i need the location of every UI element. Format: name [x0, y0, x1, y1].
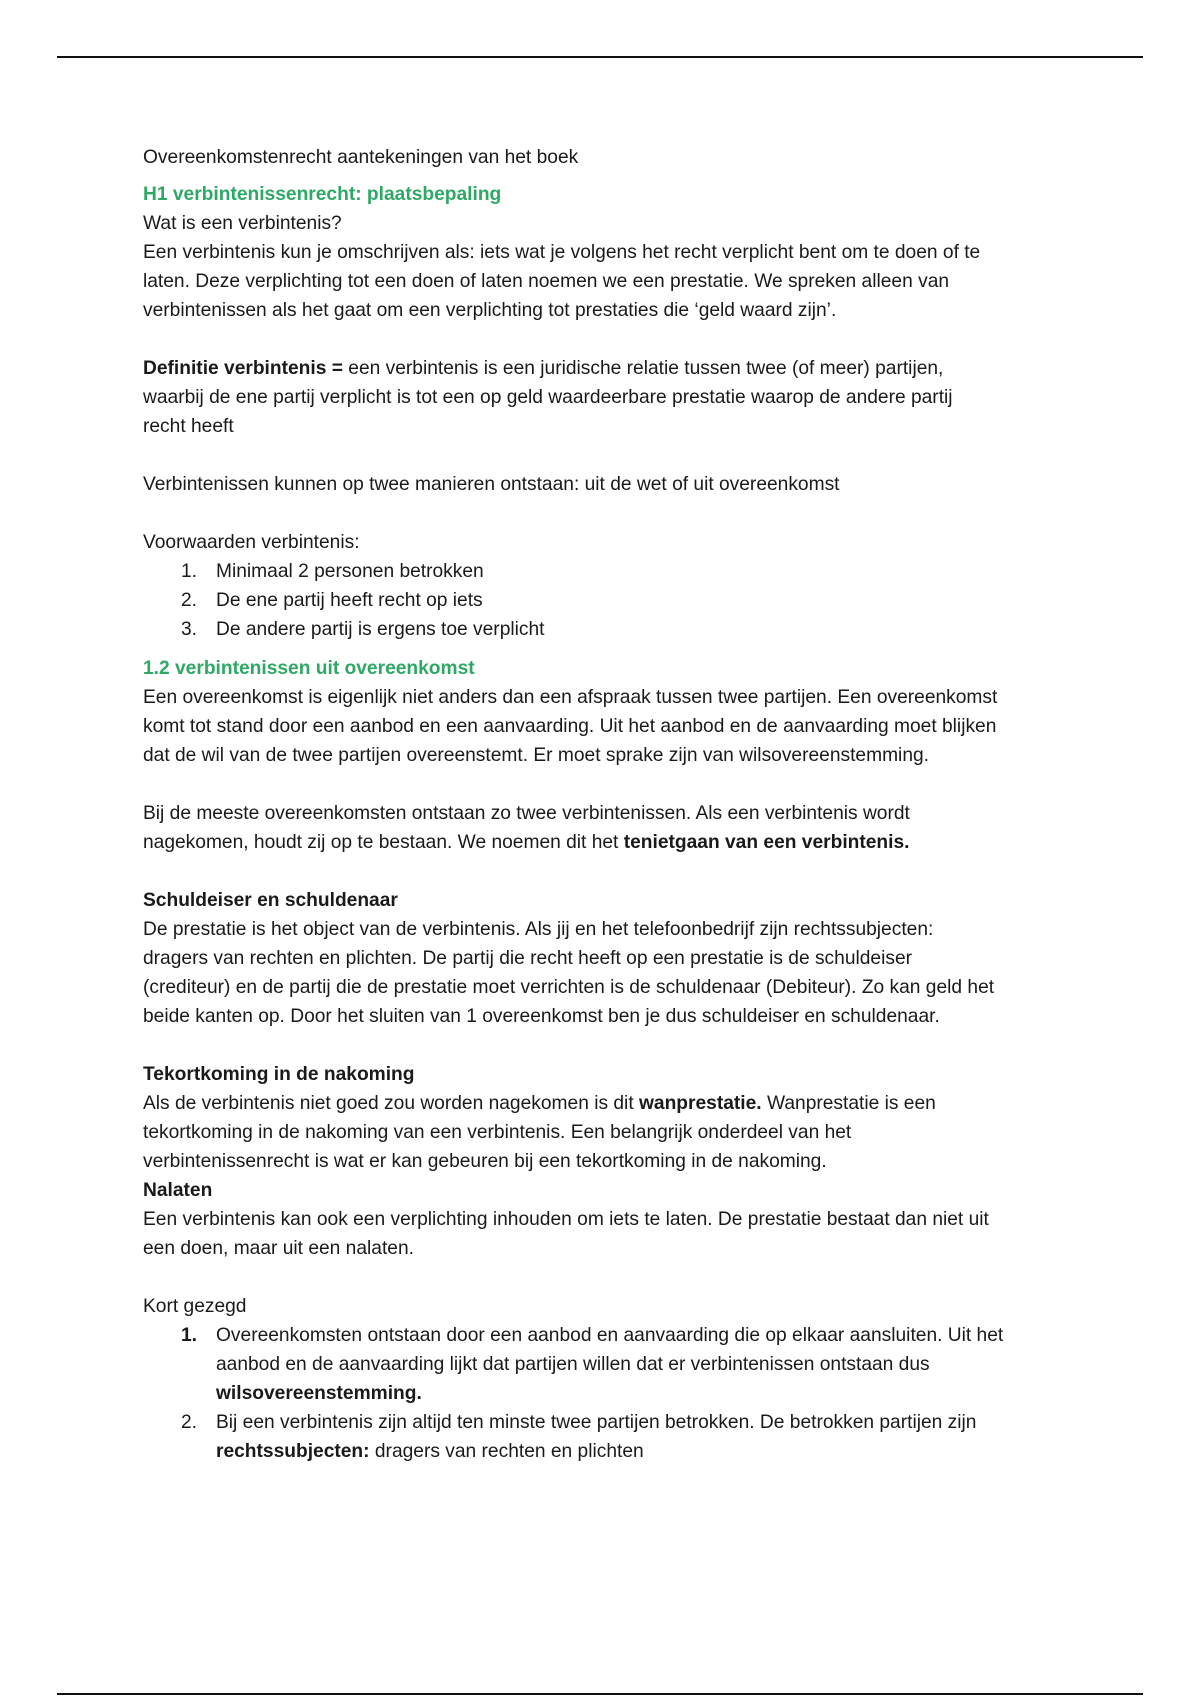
inline-bold-term: wanprestatie.: [638, 1093, 762, 1114]
definition-line: recht heeft: [143, 416, 234, 437]
paragraph-line: [143, 1089, 1063, 1118]
subheading-nalaten: Nalaten: [143, 1180, 213, 1201]
document-title: Overeenkomstenrecht aantekeningen van het boek: [143, 147, 579, 168]
document-body: [143, 143, 1063, 1466]
paragraph-line: (crediteur) en de partij die de prestatie moet verrichten is de schuldenaar (Debiteur). Zo kan geld het: [143, 977, 995, 998]
list-number: 3.: [181, 619, 198, 640]
paragraph-line: laten. Deze verplichting tot een doen of laten noemen we een prestatie. We spreken alleen van: [143, 271, 950, 292]
list-item: [143, 557, 1063, 586]
definition-line: [143, 354, 1063, 383]
list-text: [216, 1437, 1063, 1466]
paragraph-line: een doen, maar uit een nalaten.: [143, 1238, 414, 1259]
subheading-tekortkoming: Tekortkoming in de nakoming: [143, 1064, 415, 1085]
inline-text: nagekomen, houdt zij op te bestaan. We noemen dit het: [143, 832, 624, 853]
list-bold-term: wilsovereenstemming.: [216, 1383, 422, 1404]
conditions-title: Voorwaarden verbintenis:: [143, 532, 360, 553]
summary-list: [143, 1321, 1063, 1466]
question-line: Wat is een verbintenis?: [143, 213, 342, 234]
bottom-rule: [57, 1693, 1143, 1695]
definition-line: waarbij de ene partij verplicht is tot een op geld waardeerbare prestatie waarop de andere partij: [143, 387, 953, 408]
subheading-schuldeiser: Schuldeiser en schuldenaar: [143, 890, 398, 911]
origin-line: Verbintenissen kunnen op twee manieren ontstaan: uit de wet of uit overeenkomst: [143, 474, 840, 495]
paragraph-line: beide kanten op. Door het sluiten van 1 overeenkomst ben je dus schuldeiser en schuldenaar.: [143, 1006, 940, 1027]
paragraph-line: dragers van rechten en plichten. De partij die recht heeft op een prestatie is de schuldeiser: [143, 948, 913, 969]
summary-title: Kort gezegd: [143, 1296, 247, 1317]
definition-text: een verbintenis is een juridische relatie tussen twee (of meer) partijen,: [342, 358, 944, 379]
list-item: [143, 1321, 1063, 1408]
list-item: [143, 615, 1063, 644]
list-bold-term: rechtssubjecten:: [216, 1441, 370, 1462]
conditions-list: [143, 557, 1063, 644]
paragraph-line: verbintenissen als het gaat om een verplichting tot prestaties die ‘geld waard zijn’.: [143, 300, 837, 321]
section-heading-1-2: 1.2 verbintenissen uit overeenkomst: [143, 658, 475, 679]
list-item: [143, 1408, 1063, 1466]
paragraph-line: Bij de meeste overeenkomsten ontstaan zo twee verbintenissen. Als een verbintenis wordt: [143, 803, 910, 824]
section-heading-h1: H1 verbintenissenrecht: plaatsbepaling: [143, 184, 502, 205]
inline-bold-term: tenietgaan van een verbintenis.: [623, 832, 910, 853]
list-number: 2.: [181, 590, 198, 611]
paragraph-line: Een verbintenis kan ook een verplichting inhouden om iets te laten. De prestatie bestaat dan niet uit: [143, 1209, 989, 1230]
definition-label: Definitie verbintenis =: [143, 358, 343, 379]
list-number: 1.: [181, 561, 198, 582]
paragraph-line: [143, 828, 1063, 857]
inline-text: dragers van rechten en plichten: [369, 1441, 644, 1462]
paragraph-line: komt tot stand door een aanbod en een aanvaarding. Uit het aanbod en de aanvaarding moet blijken: [143, 716, 997, 737]
paragraph-line: De prestatie is het object van de verbintenis. Als jij en het telefoonbedrijf zijn rechtssubjecten:: [143, 919, 934, 940]
paragraph-line: Een verbintenis kun je omschrijven als: iets wat je volgens het recht verplicht bent om te doen of te: [143, 242, 981, 263]
list-number: 2.: [181, 1412, 198, 1433]
paragraph-line: verbintenissenrecht is wat er kan gebeuren bij een tekortkoming in de nakoming.: [143, 1151, 827, 1172]
list-text: aanbod en de aanvaarding lijkt dat partijen willen dat er verbintenissen ontstaan dus: [216, 1354, 930, 1375]
inline-text: Als de verbintenis niet goed zou worden nagekomen is dit: [143, 1093, 639, 1114]
paragraph-line: dat de wil van de twee partijen overeenstemt. Er moet sprake zijn van wilsovereenstemming.: [143, 745, 929, 766]
list-text: De ene partij heeft recht op iets: [216, 590, 483, 611]
inline-text: Wanprestatie is een: [761, 1093, 936, 1114]
top-rule: [57, 56, 1143, 58]
list-item: [143, 586, 1063, 615]
paragraph-line: tekortkoming in de nakoming van een verbintenis. Een belangrijk onderdeel van het: [143, 1122, 852, 1143]
list-text: De andere partij is ergens toe verplicht: [216, 619, 545, 640]
list-text: Bij een verbintenis zijn altijd ten minste twee partijen betrokken. De betrokken partijen zijn: [216, 1412, 977, 1433]
list-number: 1.: [181, 1325, 198, 1346]
paragraph-line: Een overeenkomst is eigenlijk niet anders dan een afspraak tussen twee partijen. Een overeenkomst: [143, 687, 998, 708]
list-text: Overeenkomsten ontstaan door een aanbod en aanvaarding die op elkaar aansluiten. Uit het: [216, 1325, 1004, 1346]
list-text: Minimaal 2 personen betrokken: [216, 561, 484, 582]
